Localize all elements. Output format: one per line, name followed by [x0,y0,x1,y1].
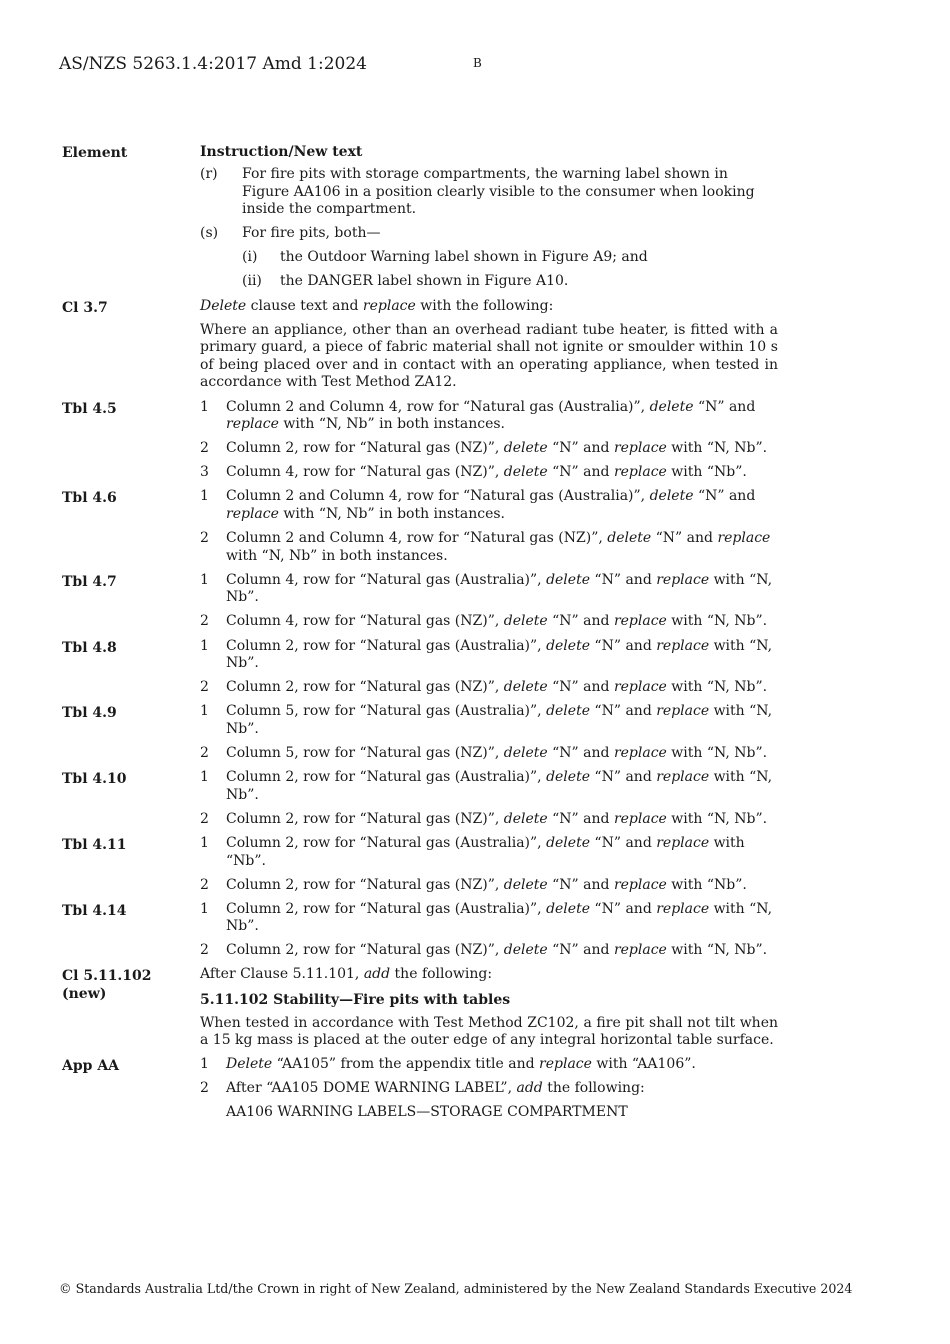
list-item: 2 Column 2, row for “Natural gas (NZ)”, delete “N” and replace with “N, Nb”. [200,679,768,696]
list-label: (r) [200,166,218,182]
list-item: 2 Column 2, row for “Natural gas (NZ)”, delete “N” and replace with “N, Nb”. [200,942,768,959]
element-cell: Tbl 4.8 [62,639,117,656]
table-row [62,966,778,1056]
column-header-instruction: Instruction/New text [200,144,363,160]
new-appendix-title: AA106 WARNING LABELS—STORAGE COMPARTMENT [226,1104,628,1121]
table-row [62,901,778,967]
list-item: 2 Column 5, row for “Natural gas (NZ)”, delete “N” and replace with “N, Nb”. [200,745,768,762]
list-item: 1 Column 2, row for “Natural gas (Australia)”, delete “N” and replace with “N, Nb”. [200,900,773,935]
list-item: 1 Column 2 and Column 4, row for “Natural gas (Australia)”, delete “N” and replace with “N, Nb” in both instances. [200,398,756,433]
list-item: 1 Column 2 and Column 4, row for “Natural gas (Australia)”, delete “N” and replace with “N, Nb” in both instances. [200,488,756,522]
list-item-s-ii [200,273,778,291]
table-row [62,399,778,489]
element-cell: Cl 5.11.102 (new) [62,968,152,1003]
list-text: For fire pits with storage compartments, the warning label shown in Figure AA106 in a position clearly visible to the consumer when looking inside the compartment. [242,166,755,218]
new-clause-heading: 5.11.102 Stability—Fire pits with tables [200,991,511,1008]
list-item: 1 Delete “AA105” from the appendix title and replace with “AA106”. [200,1056,696,1073]
table-row [62,298,778,399]
instruction-text: After Clause 5.11.101, add the following: [200,966,493,983]
list-label: (ii) [242,273,262,290]
list-text: the DANGER label shown in Figure A10. [280,273,569,290]
list-item: 2 Column 2, row for “Natural gas (NZ)”, delete “N” and replace with “Nb”. [200,876,747,893]
element-cell: Tbl 4.14 [62,902,127,919]
element-cell: Tbl 4.10 [62,771,127,788]
standard-identifier: AS/NZS 5263.1.4:2017 Amd 1:2024 [59,54,367,74]
list-item: 3 Column 4, row for “Natural gas (NZ)”, delete “N” and replace with “Nb”. [200,464,747,481]
column-header-element: Element [62,145,128,161]
element-cell: App AA [62,1058,120,1075]
instruction-text: Delete clause text and replace with the following: [200,297,554,314]
list-item: 2 Column 2, row for “Natural gas (NZ)”, delete “N” and replace with “N, Nb”. [200,440,768,457]
table-row [62,769,778,835]
list-label: (i) [242,249,258,266]
list-text: the Outdoor Warning label shown in Figure A9; and [280,249,648,266]
amendment-table [62,143,778,1129]
element-cell: Tbl 4.11 [62,836,127,853]
element-cell: Tbl 4.5 [62,400,117,417]
page-letter: B [473,56,482,70]
list-item: 1 Column 2, row for “Natural gas (Australia)”, delete “N” and replace with “Nb”. [200,834,745,869]
list-item: 1 Column 5, row for “Natural gas (Australia)”, delete “N” and replace with “N, Nb”. [200,703,773,737]
list-text: For fire pits, both— [242,225,381,242]
table-row [62,703,778,769]
list-item: 1 Column 2, row for “Natural gas (Australia)”, delete “N” and replace with “N, Nb”. [200,637,773,672]
list-item-s [200,225,778,243]
table-row [62,1056,778,1128]
table-row [62,835,778,901]
element-cell: Tbl 4.9 [62,705,117,722]
new-clause-text: When tested in accordance with Test Method ZC102, a fire pit shall not tilt when a 15 kg mass is placed at the outer edge of any integral horizontal table surface. [200,1014,778,1049]
element-cell: Cl 3.7 [62,299,108,316]
element-cell: Tbl 4.7 [62,573,117,590]
list-item: 1 Column 2, row for “Natural gas (Australia)”, delete “N” and replace with “N, Nb”. [200,769,773,803]
list-item: 2 After “AA105 DOME WARNING LABEL”, add the following: [200,1080,645,1097]
copyright-footer: © Standards Australia Ltd/the Crown in right of New Zealand, administered by the New Zealand Standards Executive 2024 [59,1281,853,1296]
list-item: 2 Column 4, row for “Natural gas (NZ)”, delete “N” and replace with “N, Nb”. [200,613,768,630]
list-item-s-i [200,249,778,267]
element-cell: Tbl 4.6 [62,490,117,507]
table-row [62,488,778,571]
list-item-r [200,166,778,219]
list-item: 2 Column 2, row for “Natural gas (NZ)”, delete “N” and replace with “N, Nb”. [200,810,768,827]
list-item: 1 Column 4, row for “Natural gas (Australia)”, delete “N” and replace with “N, Nb”. [200,571,773,606]
table-row [62,572,778,638]
table-header-row [62,143,778,298]
table-row [62,638,778,704]
list-item: 2 Column 2 and Column 4, row for “Natural gas (NZ)”, delete “N” and replace with “N, Nb” in both instances. [200,530,771,564]
list-label: (s) [200,225,219,242]
new-clause-text: Where an appliance, other than an overhead radiant tube heater, is fitted with a primary guard, a piece of fabric material shall not ignite or smoulder within 10 s of being placed over and in contact with an operating appliance, when tested in accordance with Test Method ZA12. [200,321,778,391]
